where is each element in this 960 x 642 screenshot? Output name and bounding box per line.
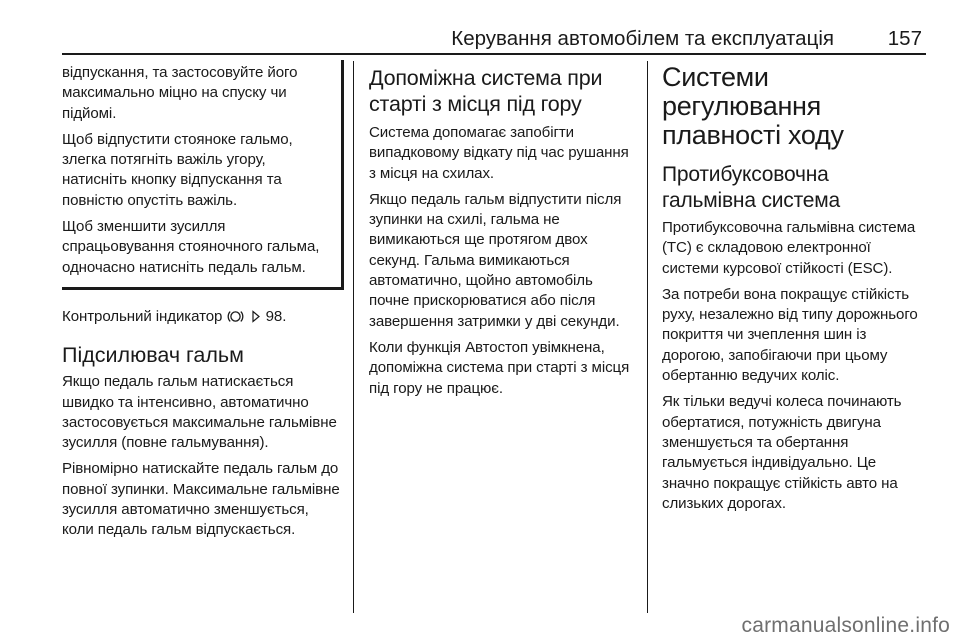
column-left [62, 60, 344, 547]
page-header [0, 0, 960, 60]
indicator-line [62, 307, 344, 327]
column-middle [369, 60, 635, 405]
page-reference-arrow-icon[interactable] [251, 309, 261, 324]
column-divider-left [353, 61, 354, 613]
note-paragraph: відпускання, та застосовуйте його максимально міцно на спуску чи підйомі. [62, 64, 298, 122]
column-divider-right [647, 61, 648, 613]
section-heading-ride-control: Системи регулювання плавності ходу [662, 62, 844, 150]
body-paragraph: Рівномірно натискайте педаль гальм до повної зупинки. Максимальне гальмівне зусилля автоматично зменшується, коли педаль гальм відпускається. [62, 460, 340, 539]
body-paragraph: Якщо педаль гальм відпустити після зупинки на схилі, гальма не вимикаються ще протягом двох секунд. Гальма вимикаються автоматично, щойно автомобіль почне прискорюватися або після завершення затримки у дві секунди. [369, 190, 622, 330]
subsection-heading-traction-control: Протибуксовочна гальмівна система [662, 163, 840, 212]
indicator-text: Контрольний індикатор [62, 307, 223, 325]
watermark: carmanualsonline.info [741, 614, 950, 637]
page-number: 157 [887, 27, 922, 50]
column-right [662, 60, 926, 520]
body-paragraph: Система допомагає запобігти випадковому відкату під час рушання з місця на схилах. [369, 124, 629, 182]
header-rule [62, 53, 926, 55]
body-paragraph: Коли функція Автостоп увімкнена, допоміжна система при старті з місця під гору не працює. [369, 338, 630, 397]
section-heading-brake-assist: Підсилювач гальм [62, 343, 244, 368]
body-paragraph: За потреби вона покращує стійкість руху, незалежно від типу дорожнього покриття чи зчеплення шин із дорогою, запобігаючи при цьому обертанню ведучих коліс. [662, 285, 918, 385]
chapter-title: Керування автомобілем та експлуатація [451, 27, 834, 50]
note-box [62, 60, 344, 290]
body-paragraph: Як тільки ведучі колеса починають обертатися, потужність двигуна зменшується та обертання гальмується індивідуально. Це значно покращує стійкість авто на слизьких дорогах. [662, 393, 902, 512]
indicator-page-ref[interactable]: 98. [265, 307, 287, 325]
body-paragraph: Якщо педаль гальм натискається швидко та інтенсивно, автоматично застосовується максимальне гальмівне зусилля (повне гальмування). [62, 373, 337, 452]
note-paragraph: Щоб відпустити стояноке гальмо, злегка потягніть важіль угору, натисніть кнопку відпускання та повністю опустіть важіль. [62, 130, 293, 209]
brake-warning-icon [227, 309, 244, 324]
section-heading-hill-start-assist: Допоміжна система при старті з місця під гору [369, 66, 603, 116]
body-paragraph: Протибуксовочна гальмівна система (ТС) є складовою електронної системи курсової стійкості (ESC). [662, 219, 916, 277]
note-paragraph: Щоб зменшити зусилля спрацьовування стояночного гальма, одночасно натисніть педаль гальм. [62, 218, 320, 276]
